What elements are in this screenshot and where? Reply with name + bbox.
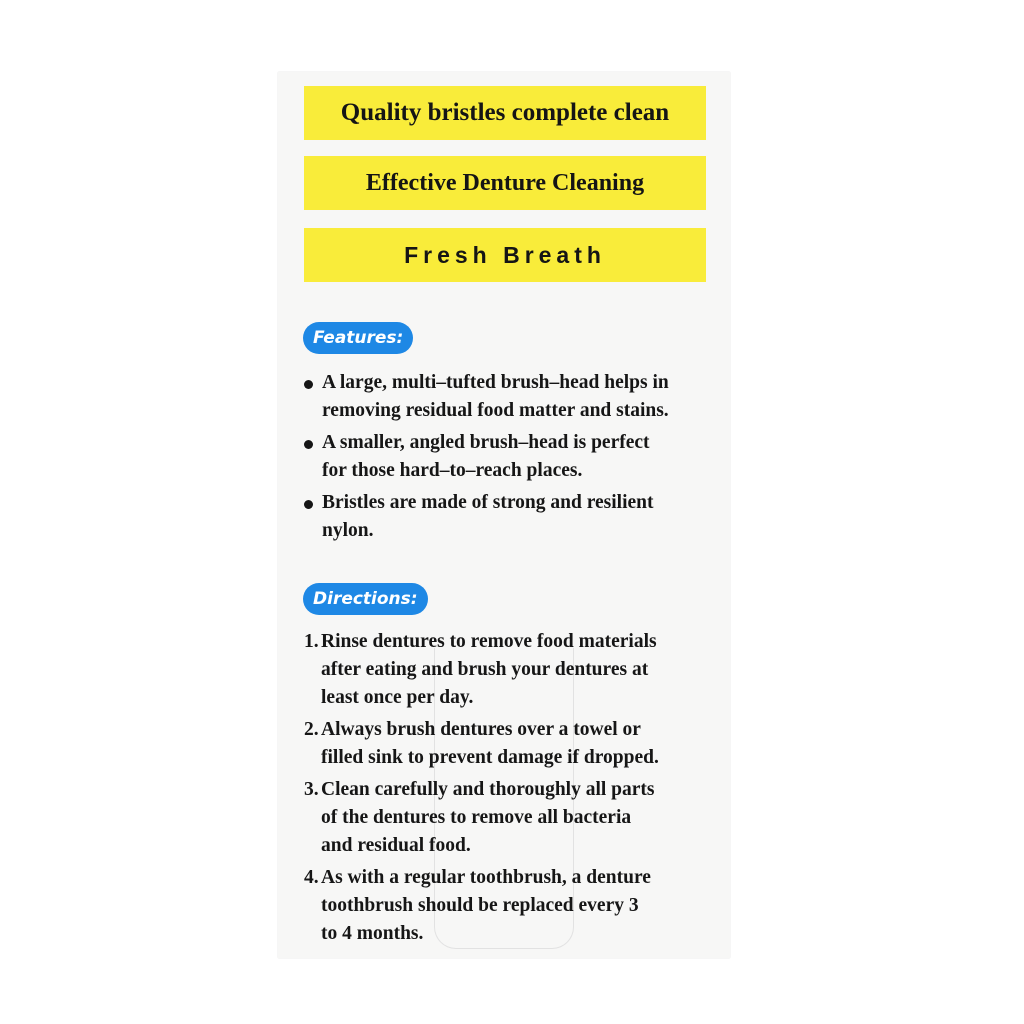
step-text: Always brush dentures over a towel or filled sink to prevent damage if dropped. — [321, 719, 659, 768]
feature-text: A large, multi–tufted brush–head helps in removing residual food matter and stains. — [322, 372, 669, 421]
list-item — [304, 429, 714, 485]
directions-label: Directions: — [303, 583, 428, 615]
banner-quality-bristles: Quality bristles complete clean — [304, 86, 706, 140]
step-number: 2. — [304, 719, 319, 740]
banner-fresh-breath: Fresh Breath — [304, 228, 706, 282]
banner-effective-cleaning: Effective Denture Cleaning — [304, 156, 706, 210]
list-item — [304, 716, 714, 772]
step-text: Clean carefully and thoroughly all parts of the dentures to remove all bacteria and residual food. — [321, 779, 655, 856]
list-item — [304, 864, 714, 948]
bullet-icon — [304, 489, 322, 545]
list-item — [304, 628, 714, 712]
list-item — [304, 369, 714, 425]
list-item — [304, 776, 714, 860]
features-list — [304, 369, 714, 549]
bullet-icon — [304, 429, 322, 485]
step-text: As with a regular toothbrush, a denture toothbrush should be replaced every 3 to 4 months. — [321, 867, 651, 944]
feature-text: Bristles are made of strong and resilient nylon. — [322, 492, 654, 541]
feature-text: A smaller, angled brush–head is perfect for those hard–to–reach places. — [322, 432, 650, 481]
features-label: Features: — [303, 322, 413, 354]
directions-list — [304, 628, 714, 952]
list-item — [304, 489, 714, 545]
step-number: 1. — [304, 631, 319, 652]
step-number: 3. — [304, 779, 319, 800]
bullet-icon — [304, 369, 322, 425]
step-text: Rinse dentures to remove food materials after eating and brush your dentures at least once per day. — [321, 631, 657, 708]
step-number: 4. — [304, 867, 319, 888]
